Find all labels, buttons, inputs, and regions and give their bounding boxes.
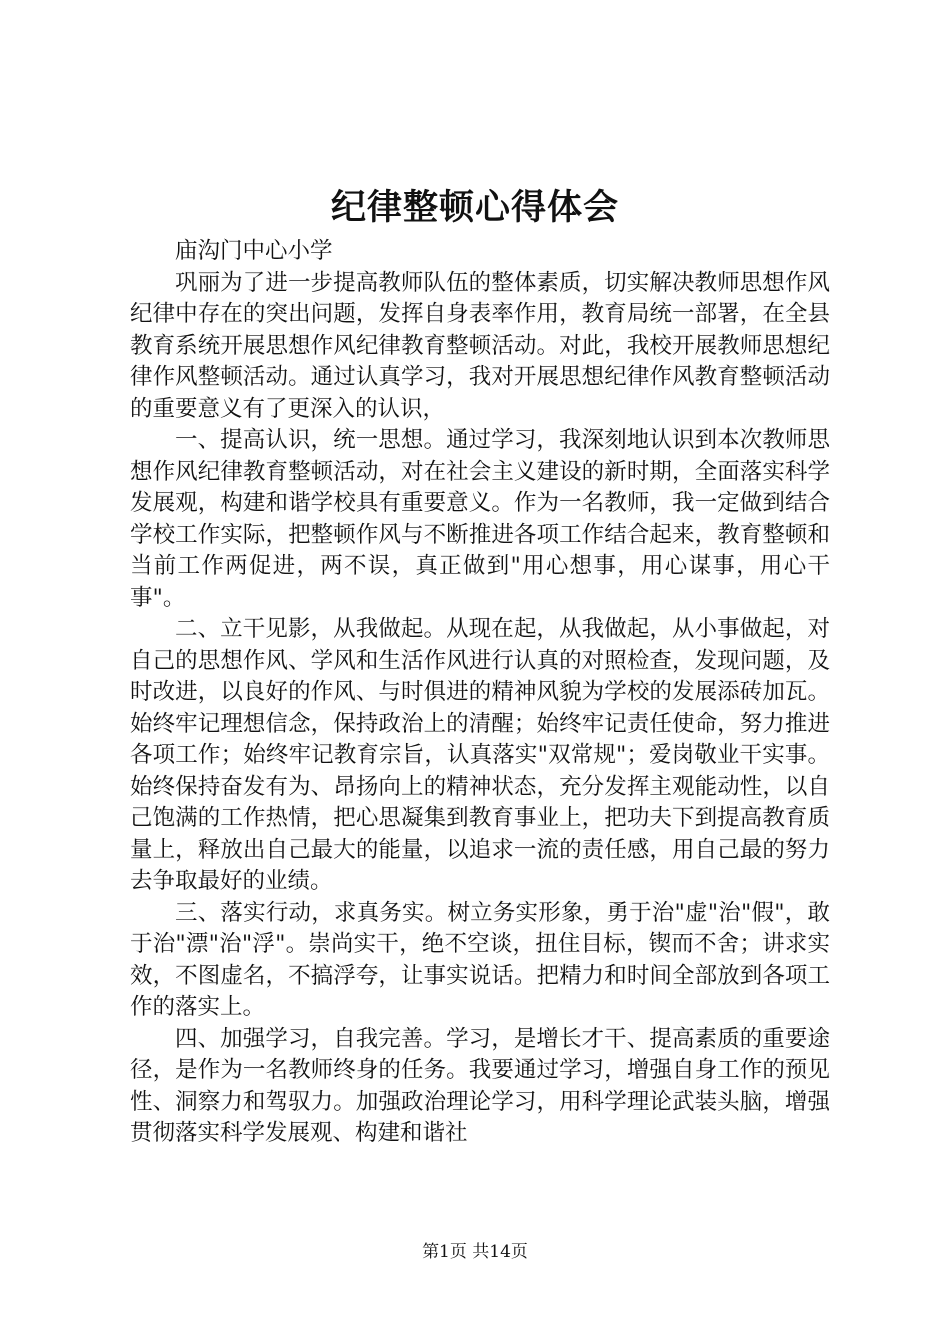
intro-paragraph: 巩丽为了进一步提高教师队伍的整体素质，切实解决教师思想作风纪律中存在的突出问题，发挥自身表率作用，教育局统一部署，在全县教育系统开展思想作风纪律教育整顿活动。对此，我校开展教师思想纪律作风整顿活动。通过认真学习，我对开展思想纪律作风教育整顿活动的重要意义有了更深入的认识， [130, 269, 830, 422]
section-1-paragraph: 一、提高认识，统一思想。通过学习，我深刻地认识到本次教师思想作风纪律教育整顿活动，对在社会主义建设的新时期，全面落实科学发展观，构建和谐学校具有重要意义。作为一名教师，我一定做到结合学校工作实际，把整顿作风与不断推进各项工作结合起来，教育整顿和当前工作两促进，两不误，真正做到"用心想事，用心谋事，用心干事"。 [130, 427, 830, 611]
school-name: 庙沟门中心小学 [175, 238, 333, 264]
page-footer: 第1页 共14页 [422, 1242, 528, 1262]
document-title: 纪律整顿心得体会 [330, 188, 619, 228]
section-3-paragraph: 三、落实行动，求真务实。树立务实形象，勇于治"虚"治"假"，敢于治"漂"治"浮"。崇尚实干，绝不空谈，扭住目标，锲而不舍；讲求实效，不图虚名，不搞浮夸，让事实说话。把精力和时间全部放到各项工作的落实上。 [130, 899, 830, 1020]
section-4-paragraph: 四、加强学习，自我完善。学习，是增长才干、提高素质的重要途径，是作为一名教师终身的任务。我要通过学习，增强自身工作的预见性、洞察力和驾驭力。加强政治理论学习，用科学理论武装头脑，增强贯彻落实科学发展观、构建和谐社 [130, 1025, 830, 1146]
document-body [130, 236, 830, 1150]
section-2-paragraph: 二、立干见影，从我做起。从现在起，从我做起，从小事做起，对自己的思想作风、学风和生活作风进行认真的对照检查，发现问题，及时改进，以良好的作风、与时俱进的精神风貌为学校的发展添砖加瓦。始终牢记理想信念，保持政治上的清醒；始终牢记责任使命，努力推进各项工作；始终牢记教育宗旨，认真落实"双常规"；爱岗敬业干实事。始终保持奋发有为、昂扬向上的精神状态，充分发挥主观能动性，以自己饱满的工作热情，把心思凝集到教育事业上，把功夫下到提高教育质量上，释放出自己最大的能量，以追求一流的责任感，用自己最的努力去争取最好的业绩。 [130, 616, 830, 894]
